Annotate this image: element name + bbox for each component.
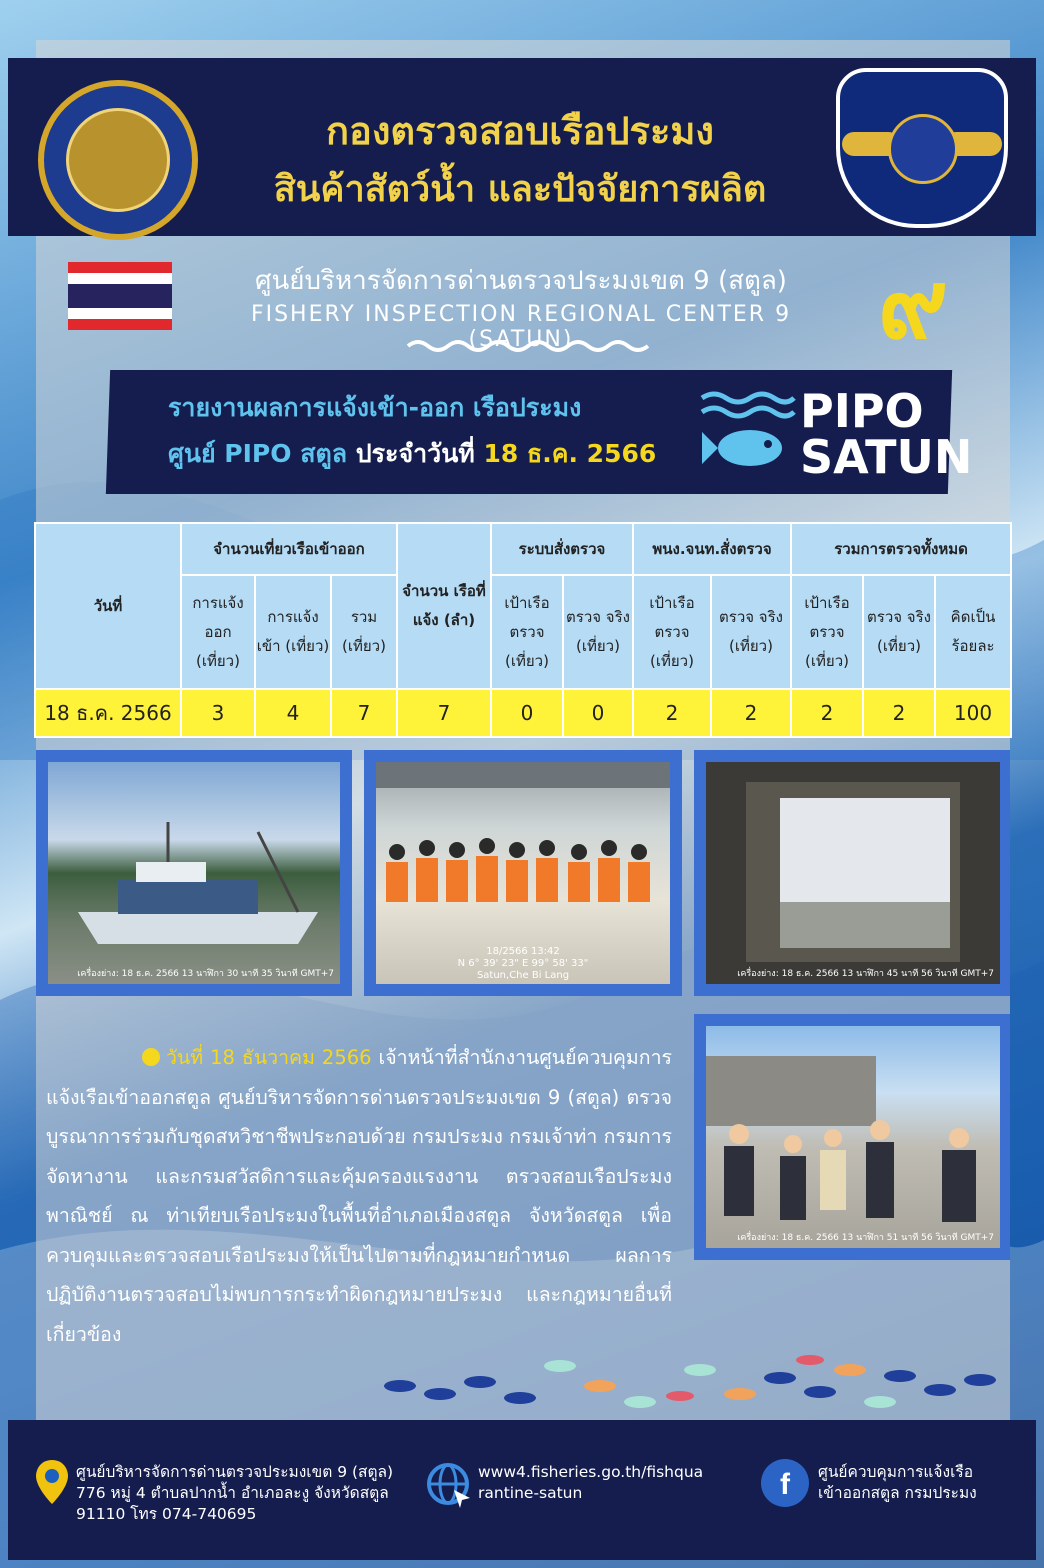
group-total-inspection: รวมการตรวจทั้งหมด: [791, 523, 1011, 575]
report-title: รายงานผลการแจ้งเข้า-ออก เรือประมง: [168, 393, 582, 422]
report-date: 18 ธ.ค. 2566: [483, 439, 657, 468]
report-description: วันที่ 18 ธันวาคม 2566 เจ้าหน้าที่สำนักงานศูนย์ควบคุมการแจ้งเรือเข้าออกสตูล ศูนย์บริหารจัดการด่านตรวจประมงเขต 9 (สตูล) ตรวจบูรณาการร่วมกับชุดสหวิชาชีพประกอบด้วย กรมประมง กรมเจ้าท่า กรมการจัดหางาน และกรมสวัสดิการและคุ้มครองแรงงาน ตรวจสอบเรือประมงพาณิชย์ ณ ท่าเทียบเรือประมงในพื้นที่อำเภอเมืองสตูล จังหวัดสตูล เพื่อควบคุมและตรวจสอบเรือประมงให้เป็นไปตามที่กฎหมายกำหนด ผลการปฏิบัติงานตรวจสอบไม่พบการกระทำผิดกฎหมายประมง และกฎหมายอื่นที่เกี่ยวข้อง: [46, 1046, 672, 1346]
col-trips-sum: รวม (เที่ยว): [331, 575, 397, 689]
col-system-actual: ตรวจ จริง (เที่ยว): [563, 575, 633, 689]
footer-facebook[interactable]: ศูนย์ควบคุมการแจ้งเรือ เข้าออกสตูล กรมประมง: [818, 1463, 977, 1502]
boat-illustration: [48, 762, 340, 984]
photo-crew-group: [376, 762, 670, 984]
table-row: [35, 689, 1011, 737]
col-officer-actual: ตรวจ จริง (เที่ยว): [711, 575, 791, 689]
photo-fishing-boat: เครื่องย่าง: 18 ธ.ค. 2566 13 นาฬิกา 30 นาที 35 วินาที GMT+7: [48, 762, 340, 984]
pipo-satun-logo: PIPO SATUN: [800, 384, 973, 484]
col-notify-in: การแจ้ง เข้า (เที่ยว): [255, 575, 331, 689]
col-vessels: จำนวน เรือที่ แจ้ง (ลำ): [397, 523, 491, 689]
center-name-thai: ศูนย์บริหารจัดการด่านตรวจประมงเขต 9 (สตูล): [255, 266, 787, 296]
table-cell: 18 ธ.ค. 2566: [35, 689, 181, 737]
photo-officers: เครื่องย่าง: 18 ธ.ค. 2566 13 นาฬิกา 51 นาที 56 วินาที GMT+7: [706, 1026, 1000, 1248]
footer-address: ศูนย์บริหารจัดการด่านตรวจประมงเขต 9 (สตูล) 776 หมู่ 4 ตำบลปากน้ำ อำเภอละงู จังหวัดสตูล 91110 โทร 074-740695: [76, 1463, 394, 1523]
report-subtitle: ศูนย์ PIPO สตูล ประจำวันที่ 18 ธ.ค. 2566: [168, 439, 657, 468]
col-date: วันที่: [35, 523, 181, 689]
col-system-target: เป้าเรือ ตรวจ (เที่ยว): [491, 575, 563, 689]
table-cell: 0: [491, 689, 563, 737]
bullet-icon: [142, 1048, 160, 1066]
col-officer-target: เป้าเรือ ตรวจ (เที่ยว): [633, 575, 711, 689]
col-percent: คิดเป็น ร้อยละ: [935, 575, 1011, 689]
table-cell: 3: [181, 689, 255, 737]
group-system-ordered: ระบบสั่งตรวจ: [491, 523, 633, 575]
description-date: 18 ธันวาคม 2566: [210, 1046, 372, 1069]
photo-fish-hold: เครื่องย่าง: 18 ธ.ค. 2566 13 นาฬิกา 45 นาที 56 วินาที GMT+7: [706, 762, 1000, 984]
officers-illustration: [706, 1026, 1000, 1248]
header-title-line1: กองตรวจสอบเรือประมง: [326, 109, 714, 153]
fish-school-decoration: [380, 1336, 1010, 1418]
table-cell: 2: [711, 689, 791, 737]
header-title-line2: สินค้าสัตว์น้ำ และปัจจัยการผลิต: [273, 169, 767, 210]
fish-hold-illustration: [706, 762, 1000, 984]
photo2-stamp: 18/2566 13:42 N 6° 39' 23" E 99° 58' 33" Satun,Che Bi Lang: [457, 946, 589, 981]
table-cell: 2: [863, 689, 935, 737]
table-cell: 2: [791, 689, 863, 737]
table-cell: 2: [633, 689, 711, 737]
facebook-icon: [758, 1456, 812, 1510]
table-cell: 7: [397, 689, 491, 737]
region-numeral: ๙: [877, 247, 949, 360]
fish-icon: [700, 388, 796, 472]
center-name-english: FISHERY INSPECTION REGIONAL CENTER 9 (SATUN): [250, 302, 792, 352]
col-total-target: เป้าเรือ ตรวจ (เที่ยว): [791, 575, 863, 689]
group-officer-ordered: พนง.จนท.สั่งตรวจ: [633, 523, 791, 575]
fishery-inspection-logo: [836, 68, 1008, 228]
wave-icon: [406, 336, 654, 356]
col-total-actual: ตรวจ จริง (เที่ยว): [863, 575, 935, 689]
table-cell: 100: [935, 689, 1011, 737]
location-pin-icon: [34, 1458, 70, 1506]
table-cell: 0: [563, 689, 633, 737]
footer-website[interactable]: www4.fisheries.go.th/fishqua rantine-satun: [478, 1463, 704, 1502]
pipo-stats-table: [34, 522, 1012, 738]
thai-flag: [68, 262, 172, 330]
table-cell: 4: [255, 689, 331, 737]
department-of-fisheries-seal: [38, 80, 198, 240]
svg-text:f: f: [780, 1468, 790, 1501]
col-notify-out: การแจ้ง ออก (เที่ยว): [181, 575, 255, 689]
table-cell: 7: [331, 689, 397, 737]
globe-cursor-icon: [426, 1462, 472, 1508]
group-trips: จำนวนเที่ยวเรือเข้าออก: [181, 523, 397, 575]
